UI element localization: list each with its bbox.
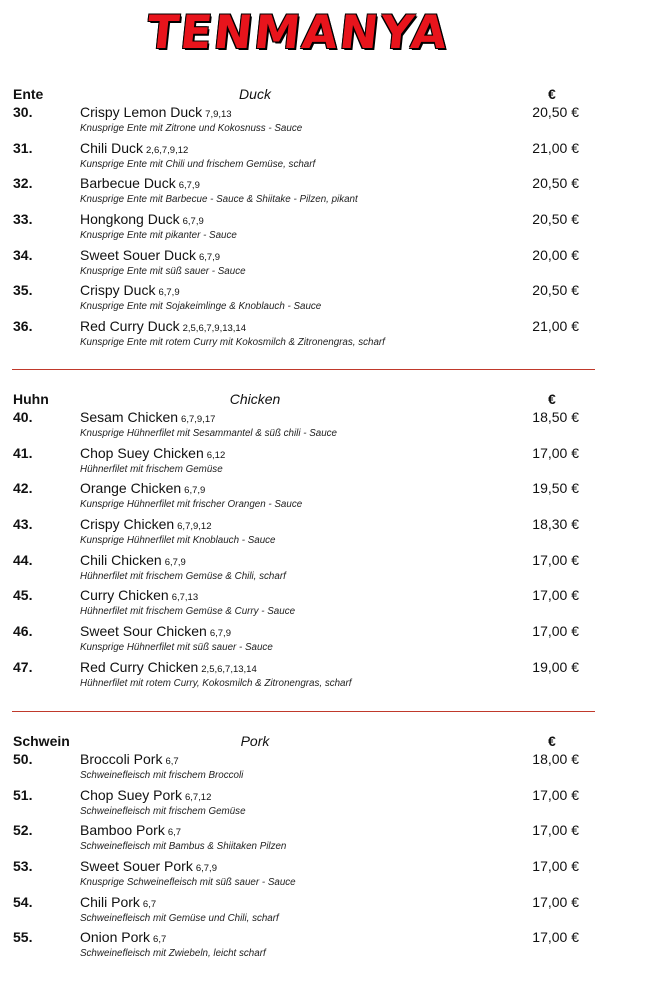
- menu-item: [0, 787, 657, 823]
- menu-item: [0, 587, 657, 623]
- item-price: 20,50 €: [532, 211, 579, 228]
- item-price: 20,00 €: [532, 246, 579, 263]
- item-allergen-codes: 6,7,9: [195, 863, 217, 875]
- section-duck: [0, 86, 657, 354]
- item-number: 42.: [13, 480, 33, 497]
- item-price: 20,50 €: [532, 175, 579, 192]
- section-divider: [12, 369, 595, 370]
- menu-item: [0, 858, 657, 894]
- item-allergen-codes: 6,7: [165, 756, 179, 767]
- item-description: Kunsprige Hühnerfilet mit süß sauer - Sauce: [80, 642, 273, 654]
- item-price: 18,30 €: [532, 516, 579, 533]
- item-number: 47.: [13, 658, 33, 675]
- item-allergen-codes: 6,7,9: [184, 485, 206, 497]
- item-description: Knusprige Ente mit Zitrone und Kokosnuss - Sauce: [80, 123, 303, 134]
- section-chicken: [0, 391, 657, 695]
- item-description: Knusprige Ente mit Sojakeimlinge & Knoblauch - Sauce: [80, 301, 322, 313]
- item-price: 17,00 €: [532, 786, 579, 803]
- section-header: [0, 86, 657, 104]
- menu-item: [0, 480, 657, 516]
- item-allergen-codes: 6,7,9: [182, 216, 204, 228]
- section-label-en: Pork: [240, 733, 270, 749]
- item-name: Curry Chicken 6,7,13: [80, 587, 199, 604]
- section-pork: [0, 733, 657, 965]
- item-description: Hühnerfilet mit frischem Gemüse & Curry - Sauce: [80, 606, 296, 618]
- item-allergen-codes: 6,7,12: [184, 791, 212, 803]
- menu-item: [0, 751, 657, 787]
- item-description: Knusprige Ente mit pikanter - Sauce: [80, 230, 237, 242]
- item-description: Schweinefleisch mit Zwiebeln, leicht scharf: [80, 948, 266, 960]
- item-price: 17,00 €: [532, 858, 579, 875]
- item-number: 41.: [13, 444, 33, 461]
- item-description: Hühnerfilet mit rotem Curry, Kokosmilch & Zitronengras, scharf: [80, 677, 352, 689]
- item-allergen-codes: 6,7,9: [209, 628, 231, 640]
- menu-item: [0, 623, 657, 659]
- item-number: 46.: [13, 623, 33, 640]
- item-price: 18,00 €: [532, 751, 579, 767]
- menu-item: [0, 140, 657, 176]
- item-price: 17,00 €: [532, 444, 579, 461]
- item-number: 35.: [13, 282, 33, 299]
- section-header: [0, 391, 657, 409]
- item-allergen-codes: 6,7,9: [198, 251, 221, 263]
- item-price: 21,00 €: [532, 139, 579, 156]
- item-name: Sweet Souer Pork 6,7,9: [80, 858, 217, 875]
- section-divider: [12, 711, 595, 712]
- item-description: Schweinefleisch mit Bambus & Shiitaken Pilzen: [80, 841, 287, 853]
- item-number: 30.: [13, 104, 33, 120]
- menu-item: [0, 516, 657, 552]
- item-price: 17,00 €: [532, 587, 579, 604]
- menu-item: [0, 211, 657, 247]
- item-allergen-codes: 6,7: [167, 827, 182, 839]
- item-number: 52.: [13, 822, 33, 839]
- section-label-en: Chicken: [229, 391, 281, 407]
- section-label-de: Huhn: [13, 391, 49, 407]
- item-description: Schweinefleisch mit frischem Broccoli: [80, 770, 244, 781]
- item-price: 18,50 €: [532, 409, 579, 425]
- item-price: 19,50 €: [532, 480, 579, 497]
- item-number: 55.: [13, 929, 33, 946]
- item-description: Schweinefleisch mit Gemüse und Chili, scharf: [80, 912, 279, 924]
- item-number: 31.: [13, 139, 33, 156]
- item-name: Chop Suey Pork 6,7,12: [80, 786, 212, 803]
- item-number: 34.: [13, 246, 33, 263]
- currency-header: €: [548, 86, 556, 102]
- item-number: 44.: [13, 551, 33, 568]
- item-price: 17,00 €: [532, 893, 579, 910]
- menu-item: [0, 894, 657, 930]
- item-price: 17,00 €: [532, 551, 579, 568]
- section-label-en: Duck: [239, 86, 271, 102]
- item-description: Kunsprige Ente mit Chili und frischem Gemüse, scharf: [80, 158, 316, 170]
- item-number: 45.: [13, 587, 33, 604]
- item-name: Crispy Chicken 6,7,9,12: [80, 516, 212, 533]
- item-name: Crispy Lemon Duck 7,9,13: [80, 104, 232, 120]
- item-name: Chop Suey Chicken 6,12: [80, 444, 226, 461]
- menu-item: [0, 409, 657, 445]
- item-name: Broccoli Pork 6,7: [80, 751, 179, 767]
- item-allergen-codes: 2,6,7,9,12: [146, 144, 189, 156]
- item-number: 33.: [13, 211, 33, 228]
- item-allergen-codes: 7,9,13: [205, 109, 232, 120]
- item-description: Hühnerfilet mit frischem Gemüse: [80, 463, 223, 475]
- item-name: Orange Chicken 6,7,9: [80, 480, 206, 497]
- item-name: Chili Pork 6,7: [80, 893, 157, 910]
- item-name: Bamboo Pork 6,7: [80, 822, 182, 839]
- item-price: 20,50 €: [532, 104, 579, 120]
- item-allergen-codes: 6,7,13: [171, 592, 199, 604]
- section-label-de: Schwein: [13, 733, 70, 749]
- menu-item: [0, 247, 657, 283]
- item-description: Hühnerfilet mit frischem Gemüse & Chili, scharf: [80, 570, 286, 582]
- menu-item: [0, 318, 657, 354]
- item-allergen-codes: 6,7,9: [158, 287, 180, 299]
- item-allergen-codes: 6,7: [153, 934, 167, 946]
- item-name: Barbecue Duck 6,7,9: [80, 175, 200, 192]
- item-price: 20,50 €: [532, 282, 579, 299]
- item-description: Kunsprige Hühnerfilet mit frischer Orangen - Sauce: [80, 499, 303, 511]
- item-allergen-codes: 6,7,9: [164, 556, 186, 568]
- item-description: Kunsprige Ente mit rotem Curry mit Kokosmilch & Zitronengras, scharf: [80, 337, 385, 349]
- item-number: 43.: [13, 516, 33, 533]
- menu-item: [0, 822, 657, 858]
- item-description: Knusprige Ente mit süß sauer - Sauce: [80, 265, 246, 277]
- restaurant-logo: TENMANYA: [144, 5, 452, 59]
- currency-header: €: [548, 733, 556, 749]
- item-number: 51.: [13, 786, 33, 803]
- item-name: Onion Pork 6,7: [80, 929, 167, 946]
- menu-item: [0, 282, 657, 318]
- menu-item: [0, 929, 657, 965]
- item-name: Crispy Duck 6,7,9: [80, 282, 180, 299]
- item-price: 17,00 €: [532, 623, 579, 640]
- item-allergen-codes: 6,7: [142, 898, 157, 910]
- item-allergen-codes: 2,5,6,7,9,13,14: [182, 323, 246, 335]
- item-price: 21,00 €: [532, 318, 579, 335]
- item-allergen-codes: 2,5,6,7,13,14: [201, 663, 257, 675]
- menu-item: [0, 104, 657, 140]
- menu-item: [0, 445, 657, 481]
- item-name: Sesam Chicken 6,7,9,17: [80, 409, 216, 425]
- item-description: Schweinefleisch mit frischem Gemüse: [80, 805, 246, 817]
- item-description: Kunsprige Hühnerfilet mit Knoblauch - Sauce: [80, 535, 276, 547]
- item-price: 17,00 €: [532, 822, 579, 839]
- item-name: Sweet Sour Chicken 6,7,9: [80, 623, 231, 640]
- item-number: 40.: [13, 409, 33, 425]
- menu-item: [0, 659, 657, 695]
- item-description: Knusprige Ente mit Barbecue - Sauce & Shiitake - Pilzen, pikant: [80, 194, 358, 206]
- menu-item: [0, 552, 657, 588]
- item-price: 19,00 €: [532, 658, 579, 675]
- item-name: Red Curry Duck 2,5,6,7,9,13,14: [80, 318, 246, 335]
- menu-item: [0, 175, 657, 211]
- item-number: 54.: [13, 893, 33, 910]
- item-name: Sweet Souer Duck 6,7,9: [80, 246, 221, 263]
- item-allergen-codes: 6,12: [206, 449, 226, 461]
- item-number: 36.: [13, 318, 33, 335]
- item-allergen-codes: 6,7,9,12: [177, 521, 212, 533]
- item-number: 32.: [13, 175, 33, 192]
- section-label-de: Ente: [13, 86, 44, 102]
- item-description: Knusprige Hühnerfilet mit Sesammantel & süß chili - Sauce: [80, 428, 338, 439]
- item-name: Chili Chicken 6,7,9: [80, 551, 186, 568]
- item-number: 50.: [13, 751, 33, 767]
- item-allergen-codes: 6,7,9,17: [181, 414, 216, 425]
- item-name: Chili Duck 2,6,7,9,12: [80, 139, 189, 156]
- item-description: Knusprige Schweinefleisch mit süß sauer - Sauce: [80, 877, 296, 889]
- section-header: [0, 733, 657, 751]
- item-name: Red Curry Chicken 2,5,6,7,13,14: [80, 658, 257, 675]
- item-price: 17,00 €: [532, 929, 579, 946]
- item-allergen-codes: 6,7,9: [178, 180, 200, 192]
- currency-header: €: [548, 391, 556, 407]
- item-name: Hongkong Duck 6,7,9: [80, 211, 204, 228]
- item-number: 53.: [13, 858, 33, 875]
